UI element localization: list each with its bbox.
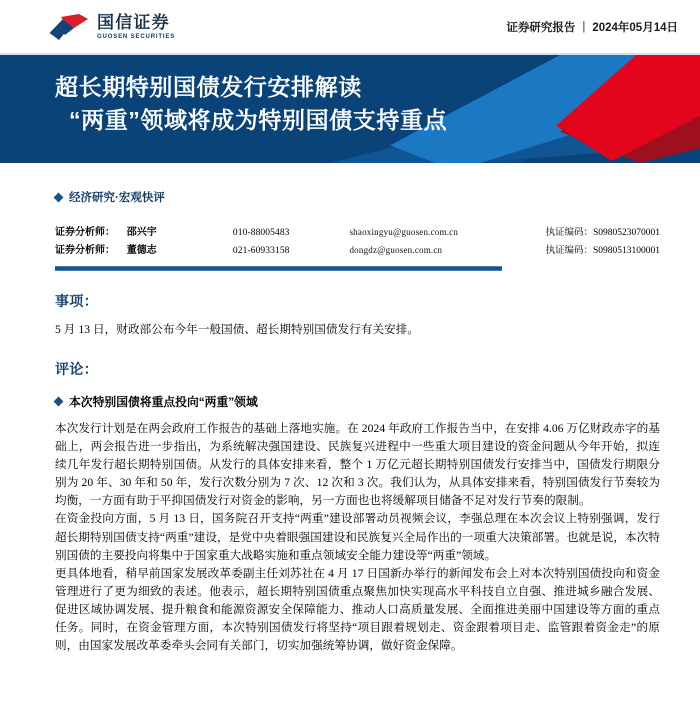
research-category-label: 经济研究·宏观快评 (69, 192, 165, 204)
comment-heading: 评论： (55, 361, 99, 378)
body-paragraph-2: 在资金投向方面，5 月 13 日，国务院召开支持“两重”建设部署动员视频会议，李强总理在本次会议上特别强调，发行超长期特别国债支持“两重”建设，是党中央着眼强国建设和民族复兴全局作出的一项重大决策部署。也就是说，本次特别国债的主要投向将集中于国家重大战略实施和重点领域安全能力建设等“两重”领域。 (55, 512, 660, 562)
table-row (55, 221, 660, 239)
matter-heading: 事项： (55, 293, 99, 309)
analyst-name: 董德志 (126, 244, 157, 256)
comment-bullet-label: 本次特别国债将重点投向“两重”领域 (69, 395, 258, 410)
document-body (0, 189, 700, 655)
analyst-cert-label: 执证编码： (545, 244, 593, 256)
analyst-cert-label: 执证编码： (545, 226, 593, 238)
analyst-cert-value: S0980513100001 (592, 245, 660, 256)
body-paragraph-1: 本次发行计划是在两会政府工作报告的基础上落地实施。在 2024 年政府工作报告当中，在安排 4.06 万亿财政赤字的基础上，两会报告进一步指出，为系统解决强国建设、民族复兴进程中一些重大项目建设的资金问题从今年开始，拟连续几年发行超长期特别国债。从发行的具体安排来看，整个 1 万亿元超长期特别国债发行安排当中，国债发行期限分别为 20 年、30 年和 50 年，发行次数分别为 7 次、12 次和 3 次。我们认为，从具体安排来看，特别国债发行节奏较为均衡，一方面有助于平抑国债发行对资金的影响，另一方面也也将缓解项目储备不足对发行节奏的限制。 (55, 422, 660, 508)
analyst-cert (545, 239, 660, 257)
guosen-logo-icon (48, 12, 90, 42)
report-type-label: 证券研究报告 (506, 21, 576, 34)
body-paragraph-3: 更具体地看，稍早前国家发展改革委副主任刘苏社在 4 月 17 日国新办举行的新闻发布会上对本次特别国债投向和资金管理进行了更为细致的表述。他表示，超长期特别国债重点聚焦加快实现高水平科技自立自强、推进城乡融合发展、促进区域协调发展、提升粮食和能源资源安全保障能力、推动人口高质量发展、全面推进美丽中国建设等方面的重点任务。同时，在资金管理方面，本次特别国债发行将坚持“项目跟着规划走、资金跟着项目走、监管跟着资金走”的原则，由国家发展改革委牵头会同有关部门，切实加强统筹协调，做好资金保障。 (55, 566, 660, 653)
section-divider (55, 266, 502, 271)
research-category (55, 189, 660, 205)
analyst-role: 证券分析师： (55, 226, 115, 238)
diamond-bullet-icon (54, 397, 64, 407)
analyst-phone: 021-60933158 (232, 245, 290, 256)
matter-paragraph: 5 月 13 日，财政部公布今年一般国债、超长期特别国债发行有关安排。 (55, 323, 420, 336)
header-report-meta (506, 19, 678, 35)
banner-title-group (0, 55, 700, 136)
table-row (55, 239, 660, 257)
diamond-bullet-icon (54, 192, 64, 202)
page-header (0, 0, 700, 53)
analyst-name: 邵兴宇 (126, 226, 157, 238)
report-date: 2024年05月14日 (592, 21, 678, 34)
analyst-email[interactable]: dongdz@guosen.com.cn (349, 244, 443, 255)
comment-bullet-heading (55, 393, 660, 410)
analyst-role: 证券分析师： (55, 244, 115, 256)
brand-names (97, 14, 175, 40)
analyst-email[interactable]: shaoxingyu@guosen.com.cn (349, 226, 459, 237)
brand-logo (48, 12, 175, 42)
banner-title-line2: “两重”领域将成为特别国债支持重点 (69, 106, 448, 133)
header-separator: | (582, 20, 586, 33)
analyst-cert (545, 221, 660, 239)
analyst-table (55, 221, 660, 257)
analyst-cert-value: S0980523070001 (592, 227, 660, 238)
title-banner (0, 53, 700, 163)
brand-name-cn: 国信证券 (97, 12, 170, 32)
brand-name-en: GUOSEN SECURITIES (97, 33, 176, 40)
banner-title-line1: 超长期特别国债发行安排解读 (55, 74, 362, 100)
analyst-phone: 010-88005483 (232, 227, 290, 238)
